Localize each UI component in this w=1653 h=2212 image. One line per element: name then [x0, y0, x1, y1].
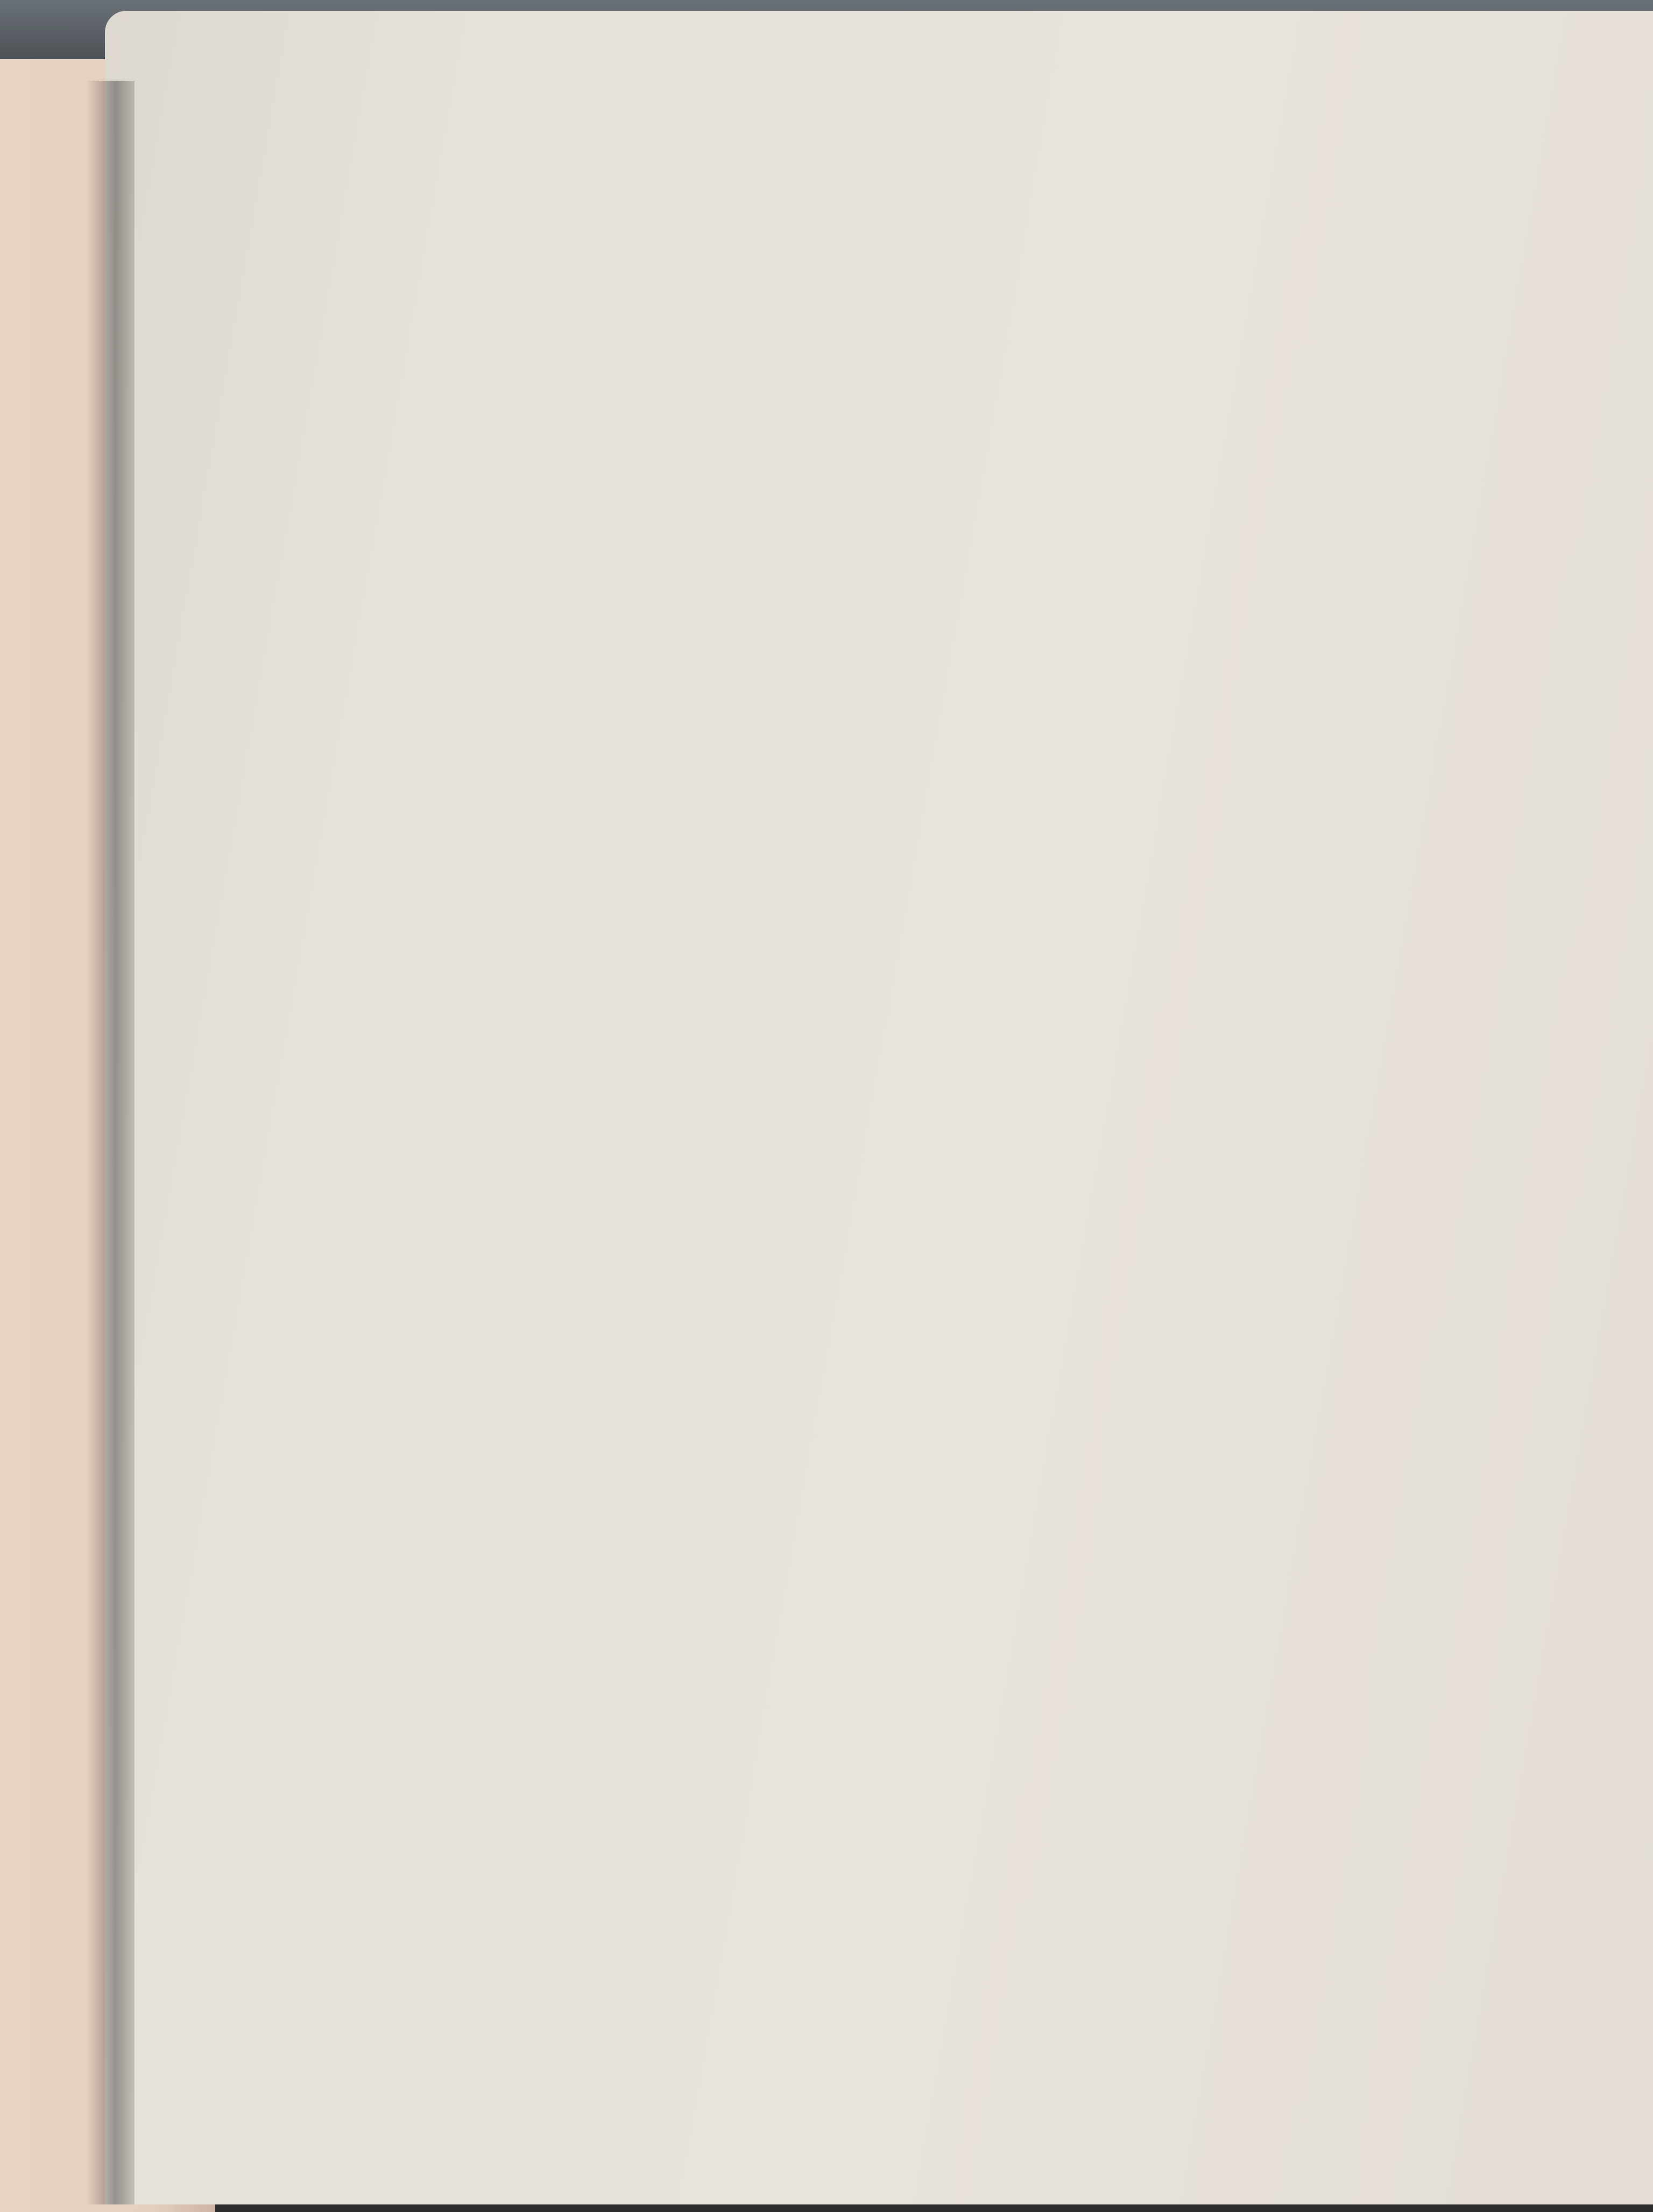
right-page [105, 11, 1653, 2204]
book-spine-shadow [86, 81, 135, 2204]
